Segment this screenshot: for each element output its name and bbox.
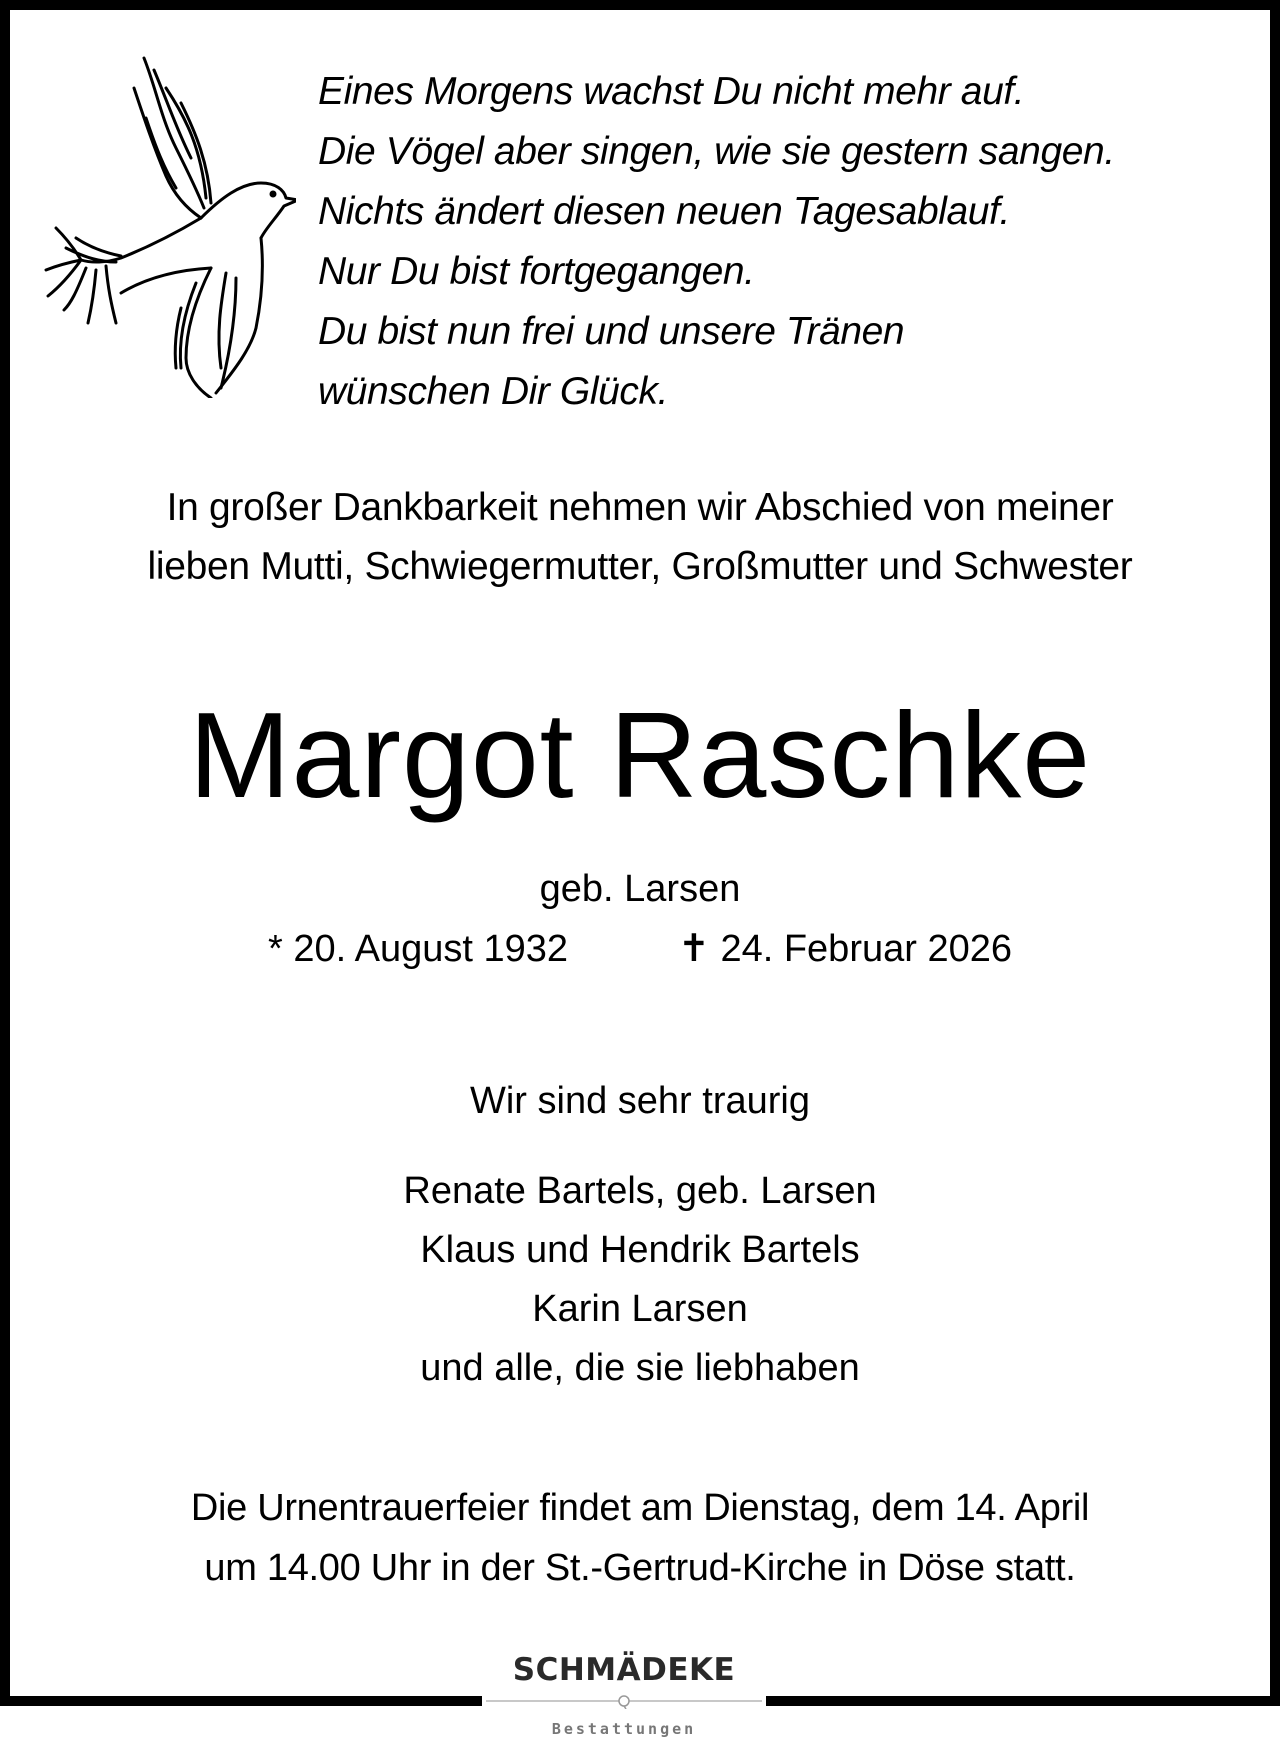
death-date: 24. Februar 2026 xyxy=(720,928,1012,970)
funeral-home-logo xyxy=(482,1640,766,1748)
rose-icon xyxy=(616,1693,632,1709)
deceased-name: Margot Raschke xyxy=(188,687,1092,823)
poem-line: Eines Morgens wachst Du nicht mehr auf. xyxy=(318,70,1025,113)
ceremony-line: Die Urnentrauerfeier findet am Dienstag, dem 14. April xyxy=(190,1487,1090,1529)
mourner-name: Karin Larsen xyxy=(532,1288,748,1330)
poem xyxy=(318,62,1115,422)
poem-line: Nur Du bist fortgegangen. xyxy=(318,250,755,293)
poem-line: wünschen Dir Glück. xyxy=(318,370,669,413)
death-date-group xyxy=(678,924,1012,974)
maiden-name: geb. Larsen xyxy=(539,868,741,910)
ceremony-info xyxy=(10,1478,1270,1598)
intro-line: In großer Dankbarkeit nehmen wir Abschied von meiner xyxy=(166,486,1114,529)
ceremony-line: um 14.00 Uhr in der St.-Gertrud-Kirche in Döse statt. xyxy=(204,1547,1076,1589)
poem-line: Die Vögel aber singen, wie sie gestern sangen. xyxy=(318,130,1115,173)
mourners-heading: Wir sind sehr traurig xyxy=(470,1080,810,1122)
poem-line: Nichts ändert diesen neuen Tagesablauf. xyxy=(318,190,1010,233)
mourners-list xyxy=(10,1162,1270,1398)
poem-line: Du bist nun frei und unsere Tränen xyxy=(318,310,905,353)
farewell-intro xyxy=(10,478,1270,596)
funeral-home-subtitle: Bestattungen xyxy=(551,1720,697,1738)
funeral-home-name: SCHMÄDEKE xyxy=(512,1652,736,1688)
cross-icon: ✝ xyxy=(678,928,710,970)
mourner-name: Renate Bartels, geb. Larsen xyxy=(403,1170,877,1212)
mourner-name: und alle, die sie liebhaben xyxy=(420,1347,860,1389)
intro-line: lieben Mutti, Schwiegermutter, Großmutter und Schwester xyxy=(147,545,1133,588)
dove-icon xyxy=(36,48,296,398)
mourner-name: Klaus und Hendrik Bartels xyxy=(420,1229,860,1271)
birth-date: * 20. August 1932 xyxy=(268,928,569,970)
life-dates xyxy=(10,924,1270,974)
